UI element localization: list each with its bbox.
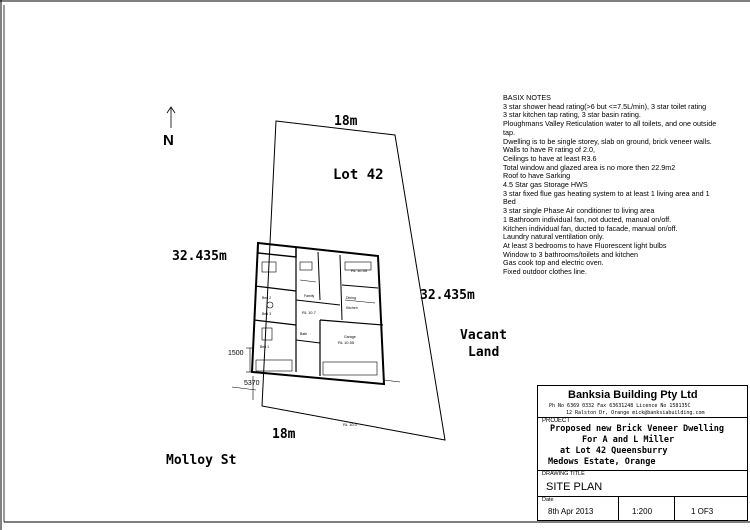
date-label: Date [542, 497, 554, 503]
basix-line: Laundry natural ventilation only. [503, 232, 604, 242]
basix-line: 3 star fixed flue gas heating system to at least 1 living area and 1 Bed [503, 188, 710, 207]
date-scale-separator [618, 496, 619, 520]
room-label-garage: Garage [344, 335, 356, 339]
top-frontage-dimension: 18m [334, 114, 358, 129]
room-label-family: Family [304, 294, 315, 298]
basix-line: At least 3 bedrooms to have Fluorescent light bulbs [503, 240, 667, 250]
basix-line: Kitchen individual fan, ducted to facade, manual on/off. [503, 223, 678, 233]
room-label-bath: Bath [300, 332, 308, 336]
drawing-scale: 1:200 [632, 507, 653, 516]
basix-line: 3 star shower head rating(>6 but <=7.5L/min), 3 star toilet rating [503, 101, 707, 111]
level-label-3: RL 10.55 [338, 340, 355, 345]
basix-line: Roof to have Sarking [503, 171, 571, 181]
basix-line: Total window and glazed area is no more then 22.9m2 [503, 162, 676, 172]
project-label: PROJECT [542, 418, 571, 424]
north-label: N [163, 132, 174, 149]
vacant-land-line-2: Land [468, 345, 500, 360]
date-divider [538, 496, 747, 497]
basix-line: Ploughmans Valley Reticulation water to all toilets, and one outside tap. [503, 119, 717, 137]
setback-dimension-1: 1500 [228, 350, 244, 357]
drawing-title-label: DRAWING TITLE [542, 471, 585, 477]
basix-line: Window to 3 bathrooms/toilets and kitchen [503, 249, 639, 259]
level-label-2: RL 10.7 [302, 310, 316, 315]
level-label-4: RL 10.0 [343, 422, 357, 427]
basix-title: BASIX NOTES [503, 93, 551, 102]
title-block [537, 385, 748, 521]
right-boundary-dimension: 32.435m [420, 288, 475, 303]
room-label-bed3: Bed 3 [262, 312, 272, 316]
basix-line: Gas cook top and electric oven. [503, 258, 604, 268]
basix-line: Walls to have R rating of 2.0, [503, 145, 596, 155]
left-boundary-dimension: 32.435m [172, 249, 227, 264]
lot-label: Lot 42 [333, 167, 384, 183]
project-line-1: Proposed new Brick Veneer Dwelling [550, 424, 724, 434]
project-line-4: Medows Estate, Orange [548, 457, 656, 467]
basix-line: 4.5 Star gas Storage HWS [503, 180, 588, 190]
basix-line: 3 star single Phase Air conditioner to living area [503, 206, 655, 216]
room-label-dining: Dining [346, 296, 356, 300]
bottom-frontage-dimension: 18m [272, 427, 296, 442]
drawing-date: 8th Apr 2013 [548, 507, 594, 516]
company-contact-1: Ph No 6369 0332 Fax 63631248 Licence No 158135C [549, 403, 691, 409]
vacant-land-line-1: Vacant [460, 328, 507, 343]
project-line-2: For A and L Miller [582, 435, 675, 445]
room-label-bed1: Bed 1 [260, 345, 270, 349]
level-label-1: RL 10.55 [351, 268, 368, 273]
house-footprint [252, 243, 384, 384]
basix-notes [503, 94, 717, 277]
north-arrow [167, 107, 175, 128]
basix-line: Ceilings to have at least R3.6 [503, 153, 597, 163]
basix-line: 1 Bathroom individual fan, not ducted, manual on/off. [503, 214, 672, 224]
basix-line: Dwelling is to be single storey, slab on ground, brick veneer walls. [503, 136, 712, 146]
scale-sheet-separator [674, 496, 675, 520]
basix-line: 3 star kitchen tap rating, 3 star basin rating. [503, 110, 641, 120]
sheet-number: 1 OF3 [691, 507, 714, 516]
company-contact-2: 12 Ralston Dr, Orange mick@banksiabuilding.com [566, 410, 705, 416]
room-label-bed2: Bed 2 [262, 296, 272, 300]
company-name: Banksia Building Pty Ltd [568, 389, 698, 401]
room-label-kitchen: Kitchen [346, 306, 358, 310]
project-line-3: at Lot 42 Queensburry [560, 446, 668, 456]
street-name: Molloy St [166, 453, 237, 468]
setback-dimension-2: 5370 [244, 380, 260, 387]
drawing-title: SITE PLAN [546, 481, 603, 493]
basix-line: Fixed outdoor clothes line. [503, 267, 587, 277]
